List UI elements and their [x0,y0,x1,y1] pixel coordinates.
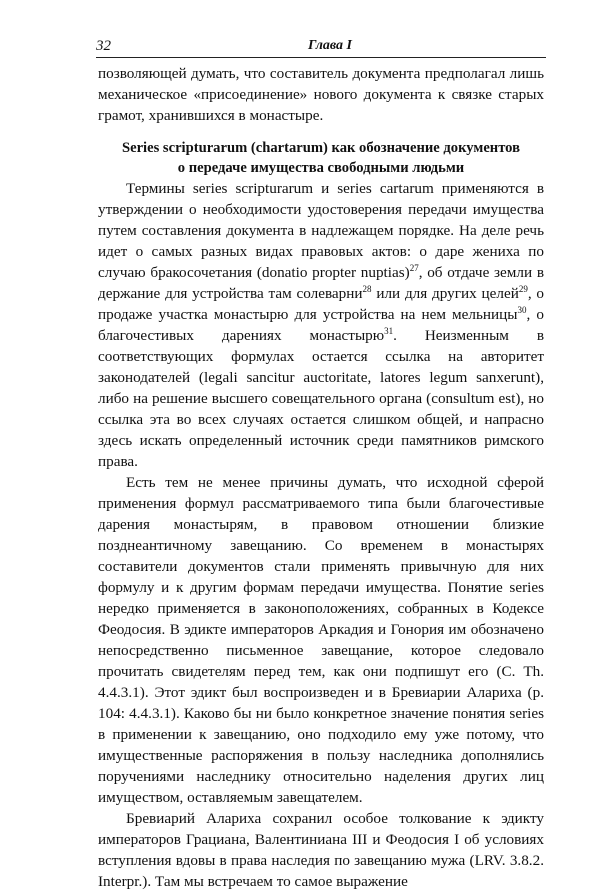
p1-seg3: или для других целей [371,285,519,302]
intro-text: позволяющей думать, что составитель документа предполагал лишь механическое «присоединение» нового документа к связке старых грамот, хранившихся в монастыре. [98,65,544,124]
page-header [96,38,546,58]
paragraph-2: Есть тем не менее причины думать, что исходной сферой применения формул рассматриваемого типа были благочестивые дарения монастырям, в правовом отношении близкие позднеантичному завещанию. Со временем в монастырях составители документов стали применять привычную для них формулу и к другим формам передачи имущества. Понятие series нередко применяется в законоположениях, собранных в Кодексе Феодосия. В эдикте императоров Аркадия и Гонория им обозначено непосредственно письменное завещание, которое следовало прочитать свидетелям перед тем, как они подпишут его (C. Th. 4.4.3.1). Этот эдикт был воспроизведен и в Бревиарии Алариха (p. 104: 4.4.3.1). Каково бы ни было конкретное значение понятия series в применении к завещанию, оно подходило ему уже потому, что имущественные распоряжения в пользу наследника дополнялись поручениями наследнику относительно наделения других лиц имуществом, оставляемым завещателем. [98,474,544,806]
body-text [98,178,544,892]
chapter-title: Глава I [308,38,353,53]
footnote-ref-30[interactable]: 30 [517,304,527,315]
p1-seg6: . Неизменным в соответствующих формулах остается ссылка на авторитет законодателей (legali sancitur auctoritate, latores legum sanxerunt), либо на решение высшего совещательного органа (consultum est), но ссылка эта во всех случаях остается слишком общей, и напрасно здесь искать определенный источник среди памятников римского права. [98,327,545,470]
page-number: 32 [96,38,111,54]
section-title-line2: о передаче имущества свободными людьми [177,160,465,176]
section-heading [98,138,544,178]
paragraph-1 [98,178,544,472]
paragraph-3: Бревиарий Алариха сохранил особое толкование к эдикту императоров Грациана, Валентиниана III и Феодосия I об условиях вступления вдовы в права наследия по завещанию мужа (LRV. 3.8.2. Interpr.). Там мы встречаем то самое выражение [98,810,544,890]
section-title-line1: Series scripturarum (chartarum) как обозначение документов [121,140,520,156]
footnote-ref-31[interactable]: 31 [384,325,394,336]
footnote-ref-28[interactable]: 28 [362,283,372,294]
header-rule [96,57,546,58]
p1-seg4: , о продаже участка монастырю для устройства на нем мельницы [98,285,545,323]
footnote-ref-29[interactable]: 29 [518,283,528,294]
p1-seg5: , о благочестивых дарениях монастырю [98,306,544,344]
p1-seg1: Термины series scripturarum и series cartarum применяются в утверждении о необходимости удостоверения передачи имущества путем составления документа в надлежащем порядке. На деле речь идет о самых разных видах правовых актов: о даре жениха по случаю бракосочетания (donatio propter nuptias) [98,180,544,281]
p1-seg2: , об отдаче земли в держание для устройства там солеварни [98,264,544,302]
intro-paragraph [98,63,544,126]
footnote-ref-27[interactable]: 27 [409,262,419,273]
